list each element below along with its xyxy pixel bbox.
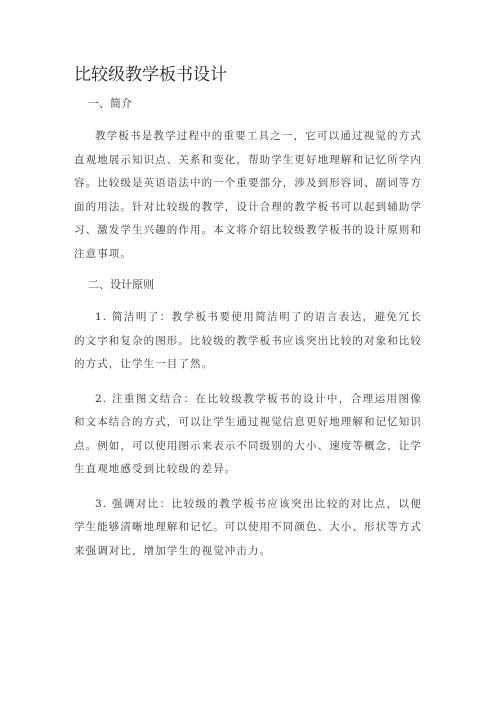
document-title: 比较级教学板书设计 — [74, 65, 227, 85]
principle-paragraph-3: 3. 强调对比：比较级的教学板书应该突出比较的对比点，以便学生能够清晰地理解和记忆。可以使用不同颜色、大小、形状等方式来强调对比，增加学生的视觉冲击力。 — [74, 497, 422, 557]
principle-paragraph-2: 2. 注重图文结合：在比较级教学板书的设计中，合理运用图像和文本结合的方式，可以让学生通过视觉信息更好地理解和记忆知识点。例如，可以使用图示来表示不同级别的大小、速度等概念，让学生直观地感受到比较级的差异。 — [74, 392, 422, 475]
section-heading-principles: 二、设计原则 — [88, 278, 154, 291]
section-heading-intro: 一、简介 — [88, 97, 132, 110]
principle-paragraph-1: 1. 简洁明了：教学板书要使用简洁明了的语言表达，避免冗长的文字和复杂的图形。比较级的教学板书应该突出比较的对象和比较的方式，让学生一目了然。 — [74, 311, 422, 370]
intro-paragraph: 教学板书是教学过程中的重要工具之一，它可以通过视觉的方式直观地展示知识点、关系和变化，帮助学生更好地理解和记忆所学内容。比较级是英语语法中的一个重要部分，涉及到形容词、副词等方面的用法。针对比较级的教学，设计合理的教学板书可以起到辅助学习、激发学生兴趣的作用。本文将介绍比较级教学板书的设计原则和注意事项。 — [74, 130, 422, 260]
document-body — [74, 96, 422, 563]
